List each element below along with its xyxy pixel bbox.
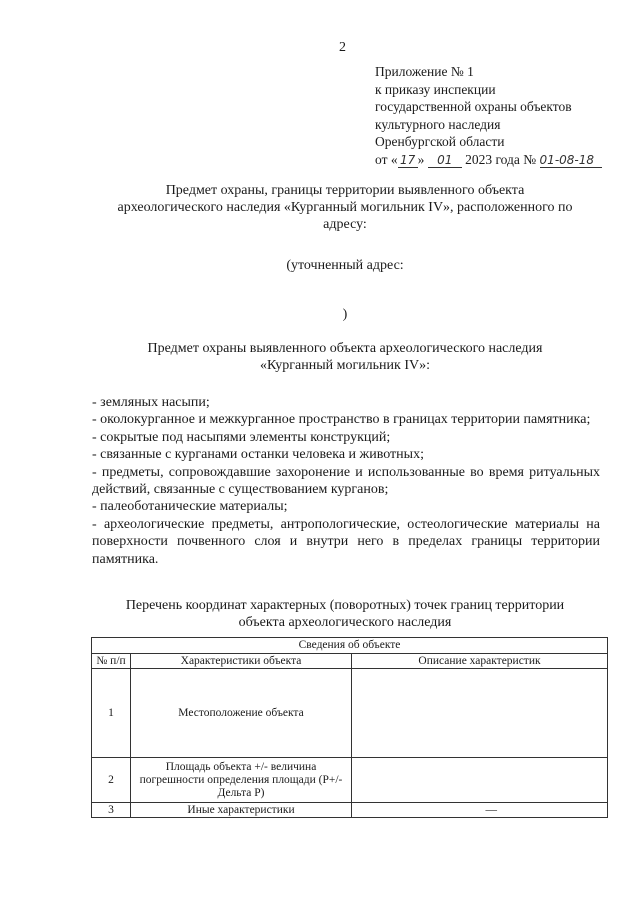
table-header: Сведения об объекте [92,638,608,654]
row-number: 2 [92,758,131,803]
page-number: 2 [339,40,346,55]
subject-line: Предмет охраны выявленного объекта археологического наследия [147,341,543,356]
row-number: 1 [92,669,131,758]
object-info-table [91,637,608,818]
row-description [352,758,608,803]
coordinates-title [90,597,600,631]
list-item: - археологические предметы, антропологические, остеологические материалы на поверхности почвенного слоя и внутри него в пределах границы территории памятника. [92,516,600,567]
row-description: — [352,803,608,818]
appendix-line: государственной охраны объектов [375,99,572,115]
handwritten-day: 17 [398,154,418,168]
row-description [352,669,608,758]
table-row [92,669,608,758]
title-line: адресу: [323,217,367,232]
document-title [90,182,600,233]
coords-title-line: объекта археологического наследия [238,615,452,630]
row-number: 3 [92,803,131,818]
column-header-description: Описание характеристик [352,654,608,669]
coords-title-line: Перечень координат характерных (поворотных) точек границ территории [125,598,565,613]
row-characteristic: Иные характеристики [131,803,352,818]
appendix-line: Приложение № 1 [375,64,474,79]
appendix-line: к приказу инспекции [375,81,496,97]
table-row [92,758,608,803]
handwritten-order-number: 01-08-18 [540,154,602,168]
title-line: Предмет охраны, границы территории выявленного объекта [165,183,525,198]
column-header-number: № п/п [92,654,131,669]
address-label: (уточненный адрес: [286,258,404,273]
list-item: - палеоботанические материалы; [92,499,288,515]
list-item: - связанные с курганами останки человека и животных; [92,447,424,463]
subject-line: «Курганный могильник IV»: [259,358,431,373]
list-item: - земляных насыпи; [92,395,210,410]
date-year: 2023 года № [461,151,540,167]
table-row [92,803,608,818]
date-mid: » [417,151,428,167]
list-item: - предметы, сопровождавшие захоронение и использованные во время ритуальных действий, связанные с существованием курганов; [92,464,600,498]
appendix-header [375,63,602,169]
title-line: археологического наследия «Курганный могильник IV», расположенного по [117,200,573,215]
protection-items-list [92,394,600,568]
protection-subject-title [90,340,600,374]
row-characteristic: Площадь объекта +/- величина погрешности определения площади (Р+/- Дельта Р) [131,758,352,803]
column-header-characteristic: Характеристики объекта [131,654,352,669]
appendix-date-line [375,151,602,169]
date-prefix: от « [375,151,398,167]
row-characteristic: Местоположение объекта [131,669,352,758]
list-item: - сокрытые под насыпями элементы конструкций; [92,429,391,445]
appendix-line: культурного наследия [375,116,501,132]
handwritten-month: 01 [428,154,462,168]
list-item: - околокурганное и межкурганное пространство в границах территории памятника; [92,412,591,428]
appendix-line: Оренбургской области [375,134,505,150]
address-close: ) [342,307,348,322]
